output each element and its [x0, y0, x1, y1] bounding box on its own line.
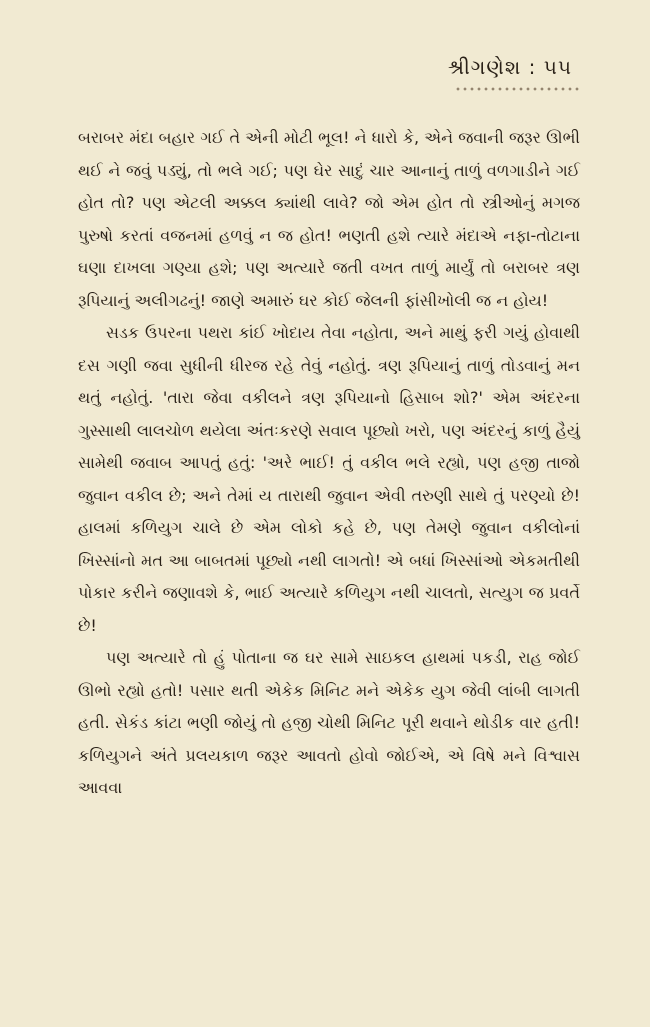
header-ornament-rule: [455, 86, 580, 92]
body-text: [78, 122, 580, 805]
paragraph-3: પણ અત્યારે તો હું પોતાના જ ઘર સામે સાઇકલ હાથમાં પકડી, રાહ જોઈ ઊભો રહ્યો હતો! પસાર થતી એકેક મિનિટ મને એકેક યુગ જેવી લાંબી લાગતી હતી. સેકંડ કાંટા ભણી જોયું તો હજી ચોથી મિનિટ પૂરી થવાને થોડીક વાર હતી! કળિયુગને અંતે પ્રલયકાળ જરૂર આવતો હોવો જોઈએ, એ વિષે મને વિશ્વાસ આવવા: [78, 648, 580, 797]
running-header: શ્રીગણેશ : ૫૫: [447, 55, 572, 79]
paragraph-1: બરાબર મંદા બહાર ગઈ તે એની મોટી ભૂલ! ને ધારો કે, એને જવાની જરૂર ઊભી થઈ ને જવું પડ્યું, તો ભલે ગઈ; પણ ઘેર સાદું ચાર આનાનું તાળું વળગાડીને ગઈ હોત તો? પણ એટલી અક્કલ ક્યાંથી લાવે? જો એમ હોત તો સ્ત્રીઓનું મગજ પુરુષો કરતાં વજનમાં હળવું ન જ હોત! ભણતી હશે ત્યારે મંદાએ નફા-તોટાના ઘણા દાખલા ગણ્યા હશે; પણ અત્યારે જતી વખત તાળું માર્યું તો બરાબર ત્રણ રૂપિયાનું અલીગઢનું! જાણે અમારું ઘર કોઈ જેલની ફાંસીખોલી જ ન હોય!: [78, 128, 580, 310]
paragraph-2: સડક ઉપરના પથરા કાંઈ ખોદાય તેવા નહોતા, અને માથું ફરી ગયું હોવાથી દસ ગણી જવા સુધીની ધીરજ રહે તેવું નહોતું. ત્રણ રૂપિયાનું તાળું તોડવાનું મન થતું નહોતું. 'તારા જેવા વકીલને ત્રણ રૂપિયાનો હિસાબ શો?' એમ અંદરના ગુસ્સાથી લાલચોળ થયેલા અંતઃકરણે સવાલ પૂછ્યો ખરો, પણ અંદરનું કાળું હૈયું સામેથી જવાબ આપતું હતું: 'અરે ભાઈ! તું વકીલ ભલે રહ્યો, પણ હજી તાજો જુવાન વકીલ છે; અને તેમાં ય તારાથી જુવાન એવી તરુણી સાથે તું પરણ્યો છે! હાલમાં કળિયુગ ચાલે છે એમ લોકો કહે છે, પણ તેમણે જુવાન વકીલોનાં ખિસ્સાંનો મત આ બાબતમાં પૂછ્યો નથી લાગતો! એ બધાં ખિસ્સાંઓ એકમતીથી પોકાર કરીને જણાવશે કે, ભાઈ અત્યારે કળિયુગ નથી ચાલતો, સત્યુગ જ પ્રવર્તે છે!: [78, 323, 580, 635]
